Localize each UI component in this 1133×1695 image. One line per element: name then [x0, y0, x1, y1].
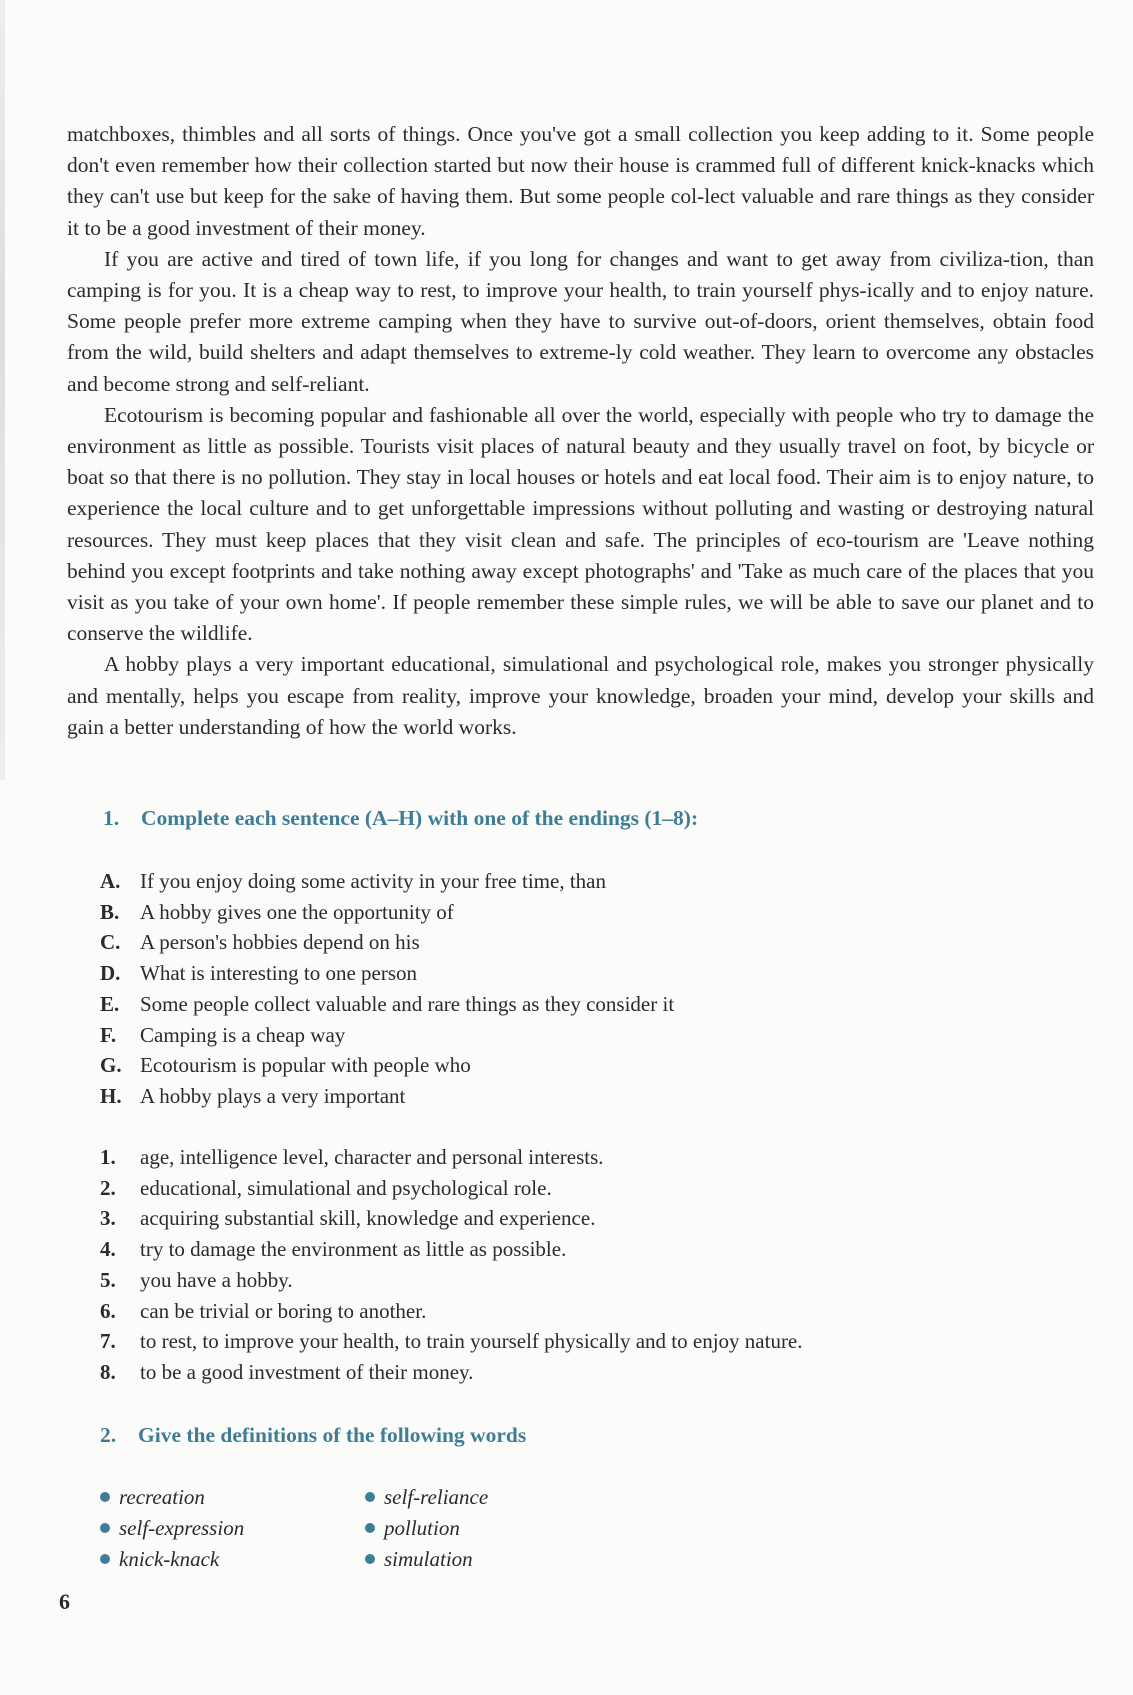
list-item: H. A hobby plays a very important — [100, 1083, 406, 1108]
paragraph: If you are active and tired of town life, if you long for changes and want to get away from civiliza-tion, than camping is for you. It is a cheap way to rest, to improve your health, to train yourself phys-ically and to enjoy nature. Some people prefer more extreme camping when they have to survive out-of-doors, orient themselves, obtain food from the wild, build shelters and adapt themselves to extreme-ly cold weather. They learn to overcome any obstacles and become strong and self-reliant. — [67, 246, 1094, 396]
list-item: 2. educational, simulational and psychological role. — [100, 1175, 552, 1200]
list-item: 5. you have a hobby. — [100, 1267, 293, 1292]
list-item: B. A hobby gives one the opportunity of — [100, 899, 454, 924]
task-1-title: Complete each sentence (A–H) with one of the endings (1–8): — [141, 806, 699, 830]
list-item: F. Camping is a cheap way — [100, 1022, 346, 1047]
reading-text — [67, 119, 1094, 743]
sentence-beginnings-list — [100, 866, 674, 1112]
list-item: self-expression — [100, 1513, 244, 1544]
bullet-icon — [365, 1492, 375, 1502]
list-item: 6. can be trivial or boring to another. — [100, 1298, 427, 1323]
list-item: C. A person's hobbies depend on his — [100, 930, 420, 955]
list-item: 7. to rest, to improve your health, to train yourself physically and to enjoy nature. — [100, 1329, 803, 1354]
paragraph: matchboxes, thimbles and all sorts of things. Once you've got a small collection you keep adding to it. Some people don't even remember how their collection started but now their house is crammed full of different knick-knacks which they can't use but keep for the sake of having them. But some people col-lect valuable and rare things as they consider it to be a good investment of their money. — [67, 122, 1094, 240]
sentence-endings-list — [100, 1142, 803, 1388]
word-list-right — [365, 1482, 488, 1575]
list-item: 3. acquiring substantial skill, knowledge and experience. — [100, 1206, 596, 1231]
page-edge-shadow — [0, 0, 5, 780]
list-item: simulation — [365, 1544, 488, 1575]
bullet-icon — [100, 1492, 110, 1502]
bullet-icon — [365, 1523, 375, 1533]
list-item: self-reliance — [365, 1482, 488, 1513]
list-item: E. Some people collect valuable and rare things as they consider it — [100, 991, 675, 1016]
task-1-number: 1. — [103, 806, 120, 830]
list-item: 1. age, intelligence level, character and personal interests. — [100, 1145, 604, 1169]
task-1-heading — [103, 804, 698, 832]
task-2-heading — [100, 1421, 526, 1449]
bullet-icon — [100, 1554, 110, 1564]
bullet-icon — [365, 1554, 375, 1564]
list-item: 8. to be a good investment of their money. — [100, 1359, 474, 1384]
list-item: G. Ecotourism is popular with people who — [100, 1053, 471, 1078]
list-item: recreation — [100, 1482, 244, 1513]
list-item: D. What is interesting to one person — [100, 961, 418, 986]
list-item: pollution — [365, 1513, 488, 1544]
list-item: 4. try to damage the environment as little as possible. — [100, 1237, 567, 1262]
word-list-left — [100, 1482, 244, 1575]
task-2-title: Give the definitions of the following words — [138, 1423, 527, 1447]
page-number: 6 — [59, 1589, 70, 1614]
list-item: A. If you enjoy doing some activity in your free time, than — [100, 869, 606, 893]
paragraph: Ecotourism is becoming popular and fashionable all over the world, especially with people who try to damage the environment as little as possible. Tourists visit places of natural beauty and they usually travel on foot, by bicycle or boat so that there is no pollution. They stay in local houses or hotels and eat local food. Their aim is to enjoy nature, to experience the local culture and to get unforgettable impressions without polluting and wasting or destroying natural resources. They must keep places that they visit clean and safe. The principles of eco-tourism are 'Leave nothing behind you except footprints and take nothing away except photographs' and 'Take as much care of the places that you visit as you take of your own home'. If people remember these simple rules, we will be able to save our planet and to conserve the wildlife. — [67, 402, 1094, 646]
bullet-icon — [100, 1523, 110, 1533]
paragraph: A hobby plays a very important educational, simulational and psychological role, makes you stronger physically and mentally, helps you escape from reality, improve your knowledge, broaden your mind, develop your skills and gain a better understanding of how the world works. — [67, 652, 1094, 739]
task-2-number: 2. — [100, 1423, 117, 1447]
list-item: knick-knack — [100, 1544, 244, 1575]
